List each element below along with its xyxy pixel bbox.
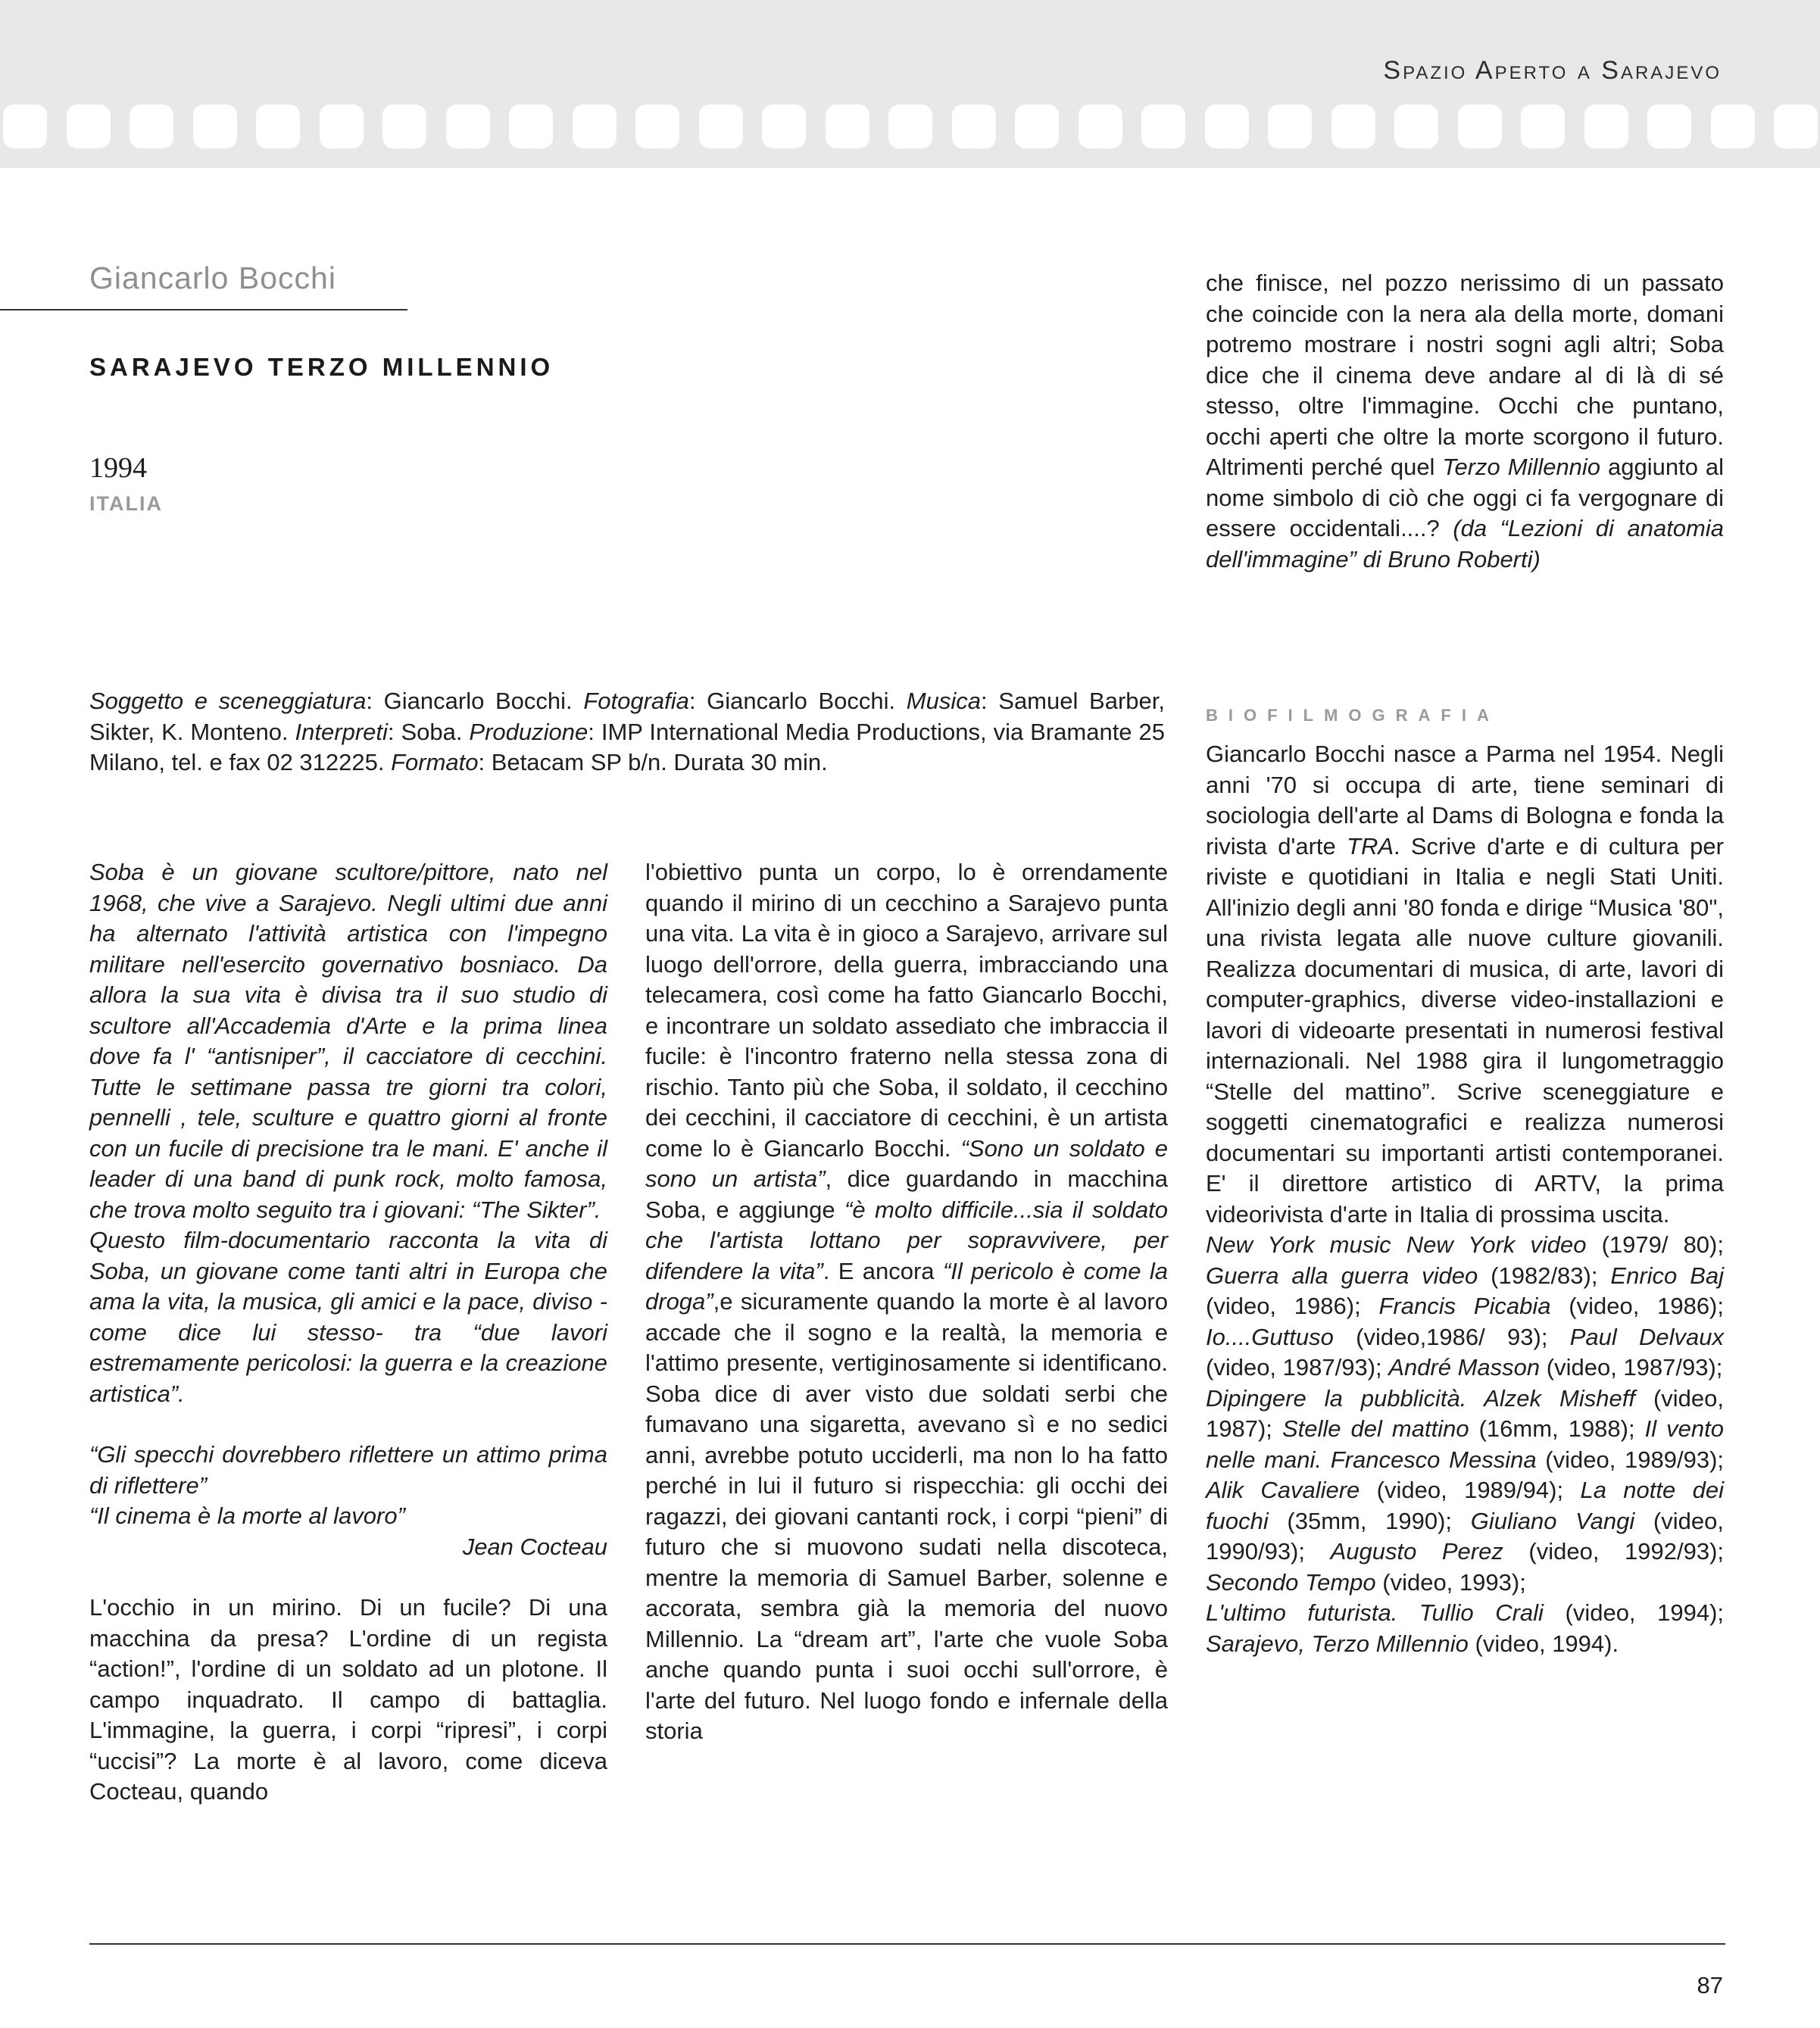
film-year: 1994 — [89, 452, 147, 484]
perforation — [3, 105, 47, 148]
perforation — [1394, 105, 1438, 148]
author-divider — [0, 309, 407, 310]
text-run: Dipingere la pubblicità. Alzek Misheff — [1206, 1384, 1635, 1412]
text-run: , dice guardando in macchina Soba, e aggiunge — [645, 1165, 1168, 1223]
perforation — [320, 105, 364, 148]
text-run: (35mm, 1990); — [1268, 1507, 1471, 1534]
text-run: (video, 1986); — [1206, 1293, 1379, 1319]
perforation — [1331, 105, 1375, 148]
text-run: aggiunto al nome simbolo di ciò che oggi ci fa vergognare di essere occidentali....? — [1206, 454, 1724, 541]
film-country: ITALIA — [89, 492, 163, 515]
filmography-list — [1206, 1384, 1724, 1599]
text-run: (video,1986/ 93); — [1333, 1323, 1570, 1350]
biography-text — [1206, 739, 1724, 1230]
text-run: . Scrive d'arte e di cultura per riviste e quotidiani in Italia e negli Stati Uniti. All'inizio degli anni '80 fonda e dirige “Musica '80", una rivista legata alle nuove culture giovanili. Realizza documentari di musica, di arte, lavori di computer-graphics, diverse video-installazioni e lavori di videoarte presentati in numerosi festival internazionali. Nel 1988 gira il lungometraggio “Stelle del mattino”. Scrive sceneggiature e soggetti cinematografici e realizza numerosi documentari su importanti artisti contemporanei. E' il direttore artistico di ARTV, la prima videorivista d'arte in Italia di prossima uscita. — [1206, 832, 1724, 1228]
perforation — [1205, 105, 1249, 148]
text-run: Giuliano Vangi — [1470, 1507, 1635, 1534]
text-run: . E ancora — [823, 1257, 943, 1284]
perforation — [762, 105, 806, 148]
text-run: “è molto difficile...sia il soldato che l'artista lottano per sopravvivere, per difendere la vita” — [645, 1196, 1168, 1284]
perforation — [193, 105, 237, 148]
perforation — [382, 105, 426, 148]
text-run: l'obiettivo punta un corpo, lo è orrendamente quando il mirino di un cecchino a Sarajevo punta una vita. La vita è in gioco a Sarajevo, arrivare sul luogo dell'orrore, della guerra, imbracciando una telecamera, così come ha fatto Giancarlo Bocchi, e incontrare un soldato assediato che imbraccia il fucile: è l'incontro fraterno nella stessa zona di rischio. Tanto più che Soba, il soldato, il cecchino dei cecchini, il cacciatore di cecchini, è un artista come lo è Giancarlo Bocchi. — [645, 859, 1168, 1162]
text-run: Il vento nelle mani. Francesco Messina — [1206, 1415, 1724, 1473]
text-run: Enrico Baj — [1610, 1262, 1725, 1289]
epigraph-line: “Gli specchi dovrebbero riflettere un attimo prima di riflettere” — [89, 1441, 607, 1499]
text-run: : IMP International Media Productions, via Bramante 25 Milano, tel. e fax 02 312225. — [89, 718, 1165, 775]
text-run: TRA — [1347, 832, 1394, 860]
text-run: (video, 1987/93); — [1206, 1354, 1389, 1381]
text-run: (video, 1989/93); — [1536, 1446, 1725, 1473]
text-run: Paul Delvaux — [1569, 1323, 1724, 1350]
text-run: : Samuel Barber, Sikter, K. Monteno. — [89, 688, 1165, 745]
perforation — [1521, 105, 1565, 148]
credits-block — [89, 686, 1165, 778]
filmography-list — [1206, 1598, 1724, 1659]
text-run: Io....Guttuso — [1206, 1323, 1334, 1350]
text-run: : Giancarlo Bocchi. — [688, 688, 907, 714]
biography-heading: BIOFILMOGRAFIA — [1206, 706, 1500, 725]
perforation — [1015, 105, 1059, 148]
text-run: (video, 1987/93); — [1540, 1354, 1723, 1381]
text-run: Formato — [391, 749, 479, 775]
text-run: (video, 1992/93); — [1503, 1538, 1725, 1565]
sidebar-quote — [1206, 268, 1724, 575]
text-run: : Betacam SP b/n. Durata 30 min. — [478, 749, 828, 775]
column-3 — [1206, 739, 1724, 1659]
text-run: “Sono un soldato e sono un artista” — [645, 1134, 1168, 1192]
text-run: (16mm, 1988); — [1469, 1415, 1645, 1442]
film-strip-perforations — [0, 105, 1820, 151]
text-run: La notte dei fuochi — [1206, 1477, 1724, 1534]
text-run: Musica — [906, 688, 981, 714]
author-name: Giancarlo Bocchi — [89, 261, 336, 295]
synopsis-paragraph: Questo film-documentario racconta la vita di Soba, un giovane come tanti altri in Europa che ama la vita, la musica, gli amici e la pace, diviso - come dice lui stesso- tra “due lavori estremamente pericolosi: la guerra e la creazione artistica”. — [89, 1227, 607, 1407]
perforation — [67, 105, 111, 148]
perforation — [1774, 105, 1818, 148]
perforation — [1458, 105, 1502, 148]
film-title: SARAJEVO TERZO MILLENNIO — [89, 353, 554, 381]
perforation — [635, 105, 679, 148]
perforation — [1584, 105, 1628, 148]
text-run: (1979/ 80); — [1586, 1231, 1724, 1258]
perforation — [699, 105, 743, 148]
text-run: Produzione — [469, 718, 588, 745]
perforation — [509, 105, 553, 148]
perforation — [1711, 105, 1755, 148]
text-run: Terzo Millennio — [1442, 454, 1601, 480]
text-run: Soggetto e sceneggiatura — [89, 688, 367, 714]
synopsis-paragraph: Soba è un giovane scultore/pittore, nato nel 1968, che vive a Sarajevo. Negli ultimi due anni ha alternato l'attività artistica con l'impegno militare nell'esercito governativo bosniaco. Da allora la sua vita è divisa tra il suo studio di scultore all'Accademia d'Arte e la prima linea dove fa l' “antisniper”, il cacciatore di cecchini. Tutte le settimane passa tre giorni tra colori, pennelli , tele, sculture e quattro giorni al fronte con un fucile di precisione tra le mani. E' anche il leader di una band di punk rock, molto famosa, che trova molto seguito tra i giovani: “The Sikter”. — [89, 859, 607, 1223]
text-run: : Soba. — [387, 718, 470, 745]
perforation — [1268, 105, 1312, 148]
text-run: L'ultimo futurista. Tullio Crali — [1206, 1599, 1544, 1626]
text-run: (video, 1994). — [1468, 1630, 1619, 1657]
perforation — [446, 105, 490, 148]
epigraph-author: Jean Cocteau — [462, 1533, 607, 1560]
text-run: Fotografia — [583, 688, 689, 714]
text-run: ,e sicuramente quando la morte è al lavoro accade che il sogno e la realtà, la memoria e l'attimo presente, vertiginosamente si identificano. Soba dice di aver visto due soldati serbi che fumavano una sigaretta, avevano sì e no sedici anni, avrebbe potuto ucciderli, ma non lo ha fatto perché in lui il futuro si rispecchia: gli occhi dei ragazzi, dei giovani cantanti rock, i corpi “pieni” di futuro che si muovono sudati nella discoteca, mentre la memoria di Samuel Barber, solenne e accorata, sembra già la memoria del nuovo Millennio. La “dream art”, l'arte che vuole Soba anche quando punta i suoi occhi sull'orrore, è l'arte del futuro. Nel luogo fondo e infernale della storia — [645, 1288, 1168, 1744]
perforation — [256, 105, 300, 148]
text-run: Stelle del mattino — [1281, 1415, 1469, 1442]
perforation — [826, 105, 869, 148]
text-run: (1982/83); — [1478, 1262, 1611, 1289]
page-number: 87 — [1697, 1972, 1723, 1998]
text-run: (video, 1987); — [1206, 1384, 1724, 1442]
text-run: (video, 1994); — [1543, 1599, 1725, 1626]
text-run: “Il pericolo è come la droga” — [645, 1257, 1169, 1315]
text-run: Secondo Tempo — [1206, 1568, 1376, 1596]
perforation — [1141, 105, 1185, 148]
filmography-list — [1206, 1230, 1724, 1384]
text-run: che finisce, nel pozzo nerissimo di un passato che coincide con la nera ala della morte, domani potremo mostrare i nostri sogni agli altri; Soba dice che il cinema deve andare al di là di sé stesso, oltre l'immagine. Occhi che puntano, occhi aperti che oltre la morte scorgono il futuro. Altrimenti perché quel — [1206, 270, 1724, 480]
perforation — [130, 105, 173, 148]
column-1 — [89, 857, 607, 1808]
text-run: Giancarlo Bocchi nasce a Parma nel 1954. Negli anni '70 si occupa di arte, tiene seminari di sociologia dell'arte al Dams di Bologna e fonda la rivista d'arte — [1206, 741, 1724, 860]
perforation — [1079, 105, 1122, 148]
perforation — [1647, 105, 1691, 148]
text-run: Alik Cavaliere — [1206, 1477, 1360, 1503]
text-run: Augusto Perez — [1330, 1538, 1503, 1565]
text-run: (da “Lezioni di anatomia dell'immagine” di Bruno Roberti) — [1206, 515, 1724, 573]
perforation — [573, 105, 617, 148]
text-run: (video, 1990/93); — [1206, 1507, 1724, 1565]
text-run: Francis Picabia — [1378, 1293, 1551, 1319]
perforation — [888, 105, 932, 148]
column-2 — [645, 857, 1168, 1747]
text-run: (video, 1993); — [1375, 1568, 1526, 1596]
text-run: New York music New York video — [1206, 1231, 1587, 1258]
text-run: : Giancarlo Bocchi. — [366, 688, 584, 714]
text-run: Sarajevo, Terzo Millennio — [1206, 1630, 1469, 1657]
perforation — [952, 105, 996, 148]
text-run: (video, 1989/94); — [1360, 1477, 1581, 1503]
text-run: Guerra alla guerra video — [1206, 1262, 1478, 1289]
header-band — [0, 0, 1820, 168]
text-run: (video, 1986); — [1550, 1293, 1724, 1319]
body-paragraph: L'occhio in un mirino. Di un fucile? Di una macchina da presa? L'ordine di un regista “action!”, l'ordine di un soldato ad un plotone. Il campo inquadrato. Il campo di battaglia. L'immagine, la guerra, i corpi “ripresi”, i corpi “uccisi”? La morte è al lavoro, come diceva Cocteau, quando — [89, 1594, 607, 1805]
epigraph-line: “Il cinema è la morte al lavoro” — [89, 1502, 405, 1529]
section-title: Spazio Aperto a Sarajevo — [1383, 56, 1722, 85]
text-run: Interpreti — [295, 718, 388, 745]
text-run: André Masson — [1388, 1354, 1541, 1381]
footer-divider — [89, 1943, 1725, 1945]
